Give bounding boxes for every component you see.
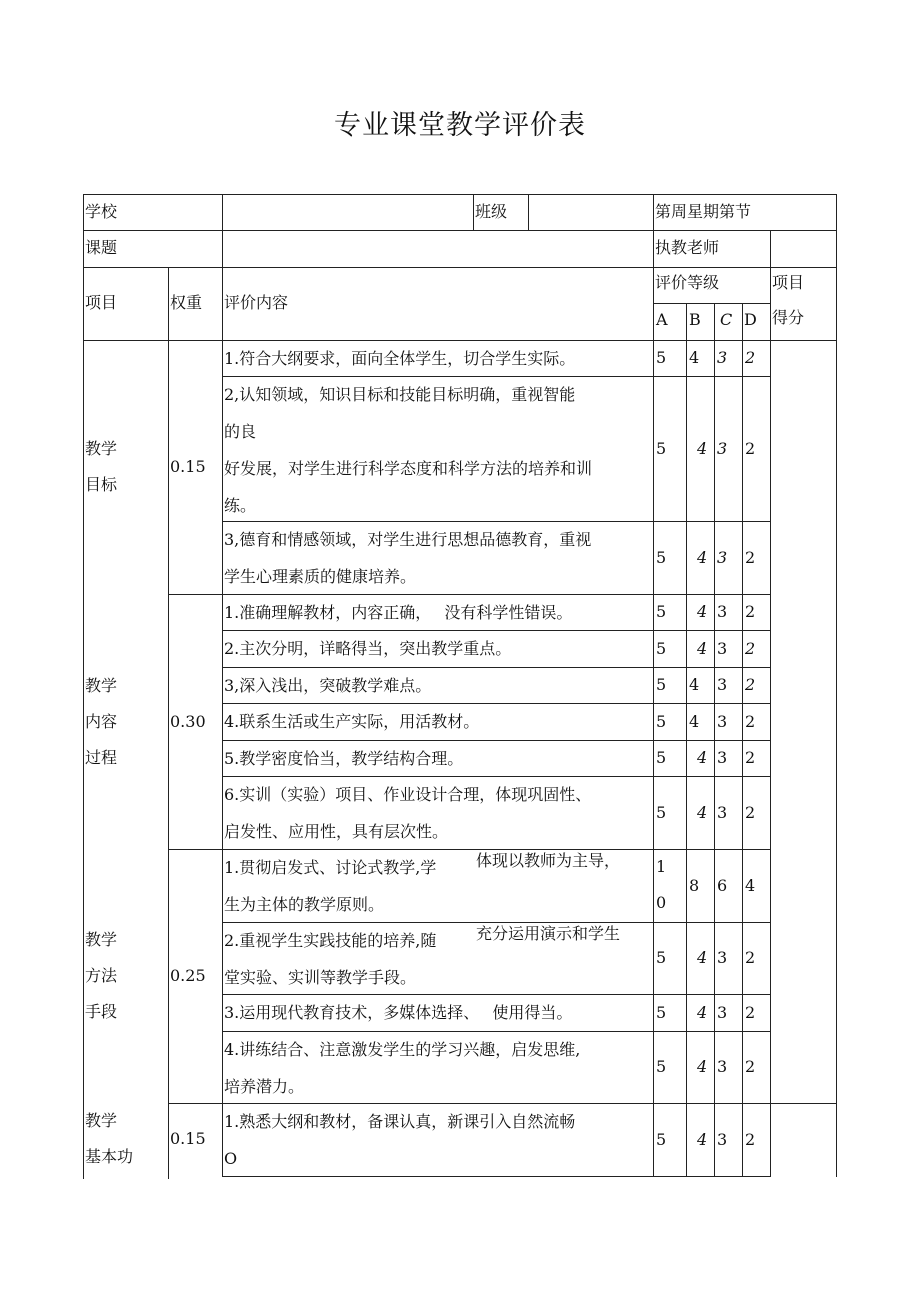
criterion-line: 3,深入浅出，突破教学难点。	[224, 676, 432, 695]
criterion-line: 培养潜力。	[224, 1077, 305, 1096]
criterion-line: 2,认知领域，知识目标和技能目标明确，重视智能	[224, 385, 576, 404]
criterion-raised-text: 体现以教师为主导，	[476, 851, 621, 870]
grade-d-value: 2	[745, 802, 756, 822]
grade-b-value: 4	[697, 748, 708, 767]
criterion-line: 1.准确理解教材，内容正确， 没有科学性错误。	[224, 603, 573, 622]
criterion-line: 2.主次分明，详略得当，突出教学重点。	[224, 639, 512, 658]
section-name: 手段	[85, 1002, 118, 1021]
rule-line	[222, 340, 223, 1177]
grade-b-value: 8	[689, 875, 700, 895]
rule-line	[653, 340, 654, 1177]
rule-line	[714, 340, 715, 1177]
section-name: 目标	[85, 475, 118, 494]
grade-b-value: 4	[697, 1129, 708, 1149]
rule-line	[83, 267, 837, 268]
section-name: 教学	[85, 1111, 118, 1130]
grade-c-value: 6	[717, 875, 728, 895]
grade-b-value: 4	[697, 1057, 708, 1076]
score-label: 得分	[772, 308, 805, 327]
section-name: 方法	[85, 966, 118, 985]
grade-d-value: 2	[745, 602, 756, 621]
grade-b-value: 4	[697, 1002, 708, 1022]
rule-line	[83, 340, 84, 1179]
grade-a-value: 5	[656, 748, 667, 767]
grade-d-value: 2	[745, 1002, 756, 1022]
grade-a-value: 5	[656, 438, 667, 458]
section-weight: 0.25	[170, 966, 206, 985]
grade-d-value: 2	[745, 1129, 756, 1149]
criterion-text	[224, 594, 651, 631]
criterion-line: 启发性、应用性，具有层次性。	[224, 822, 449, 841]
rule-line	[222, 194, 223, 268]
grade-d-value: 2	[745, 1057, 756, 1076]
grade-b-value: 4	[689, 675, 700, 694]
rule-line	[714, 303, 715, 341]
criterion-line: 3,德育和情感领域，对学生进行思想品德教育，重视	[224, 530, 592, 549]
grade-label: 评价等级	[655, 273, 720, 292]
criterion-text	[224, 1103, 651, 1177]
grade-d-value: 2	[745, 638, 756, 658]
section-weight: 0.15	[170, 457, 206, 476]
grade-a-value: 0	[656, 893, 667, 912]
rule-line	[742, 303, 743, 341]
rule-line	[222, 703, 771, 704]
grade-b-value: 4	[697, 802, 708, 822]
criterion-line: 2.重视学生实践技能的培养,随	[224, 931, 437, 950]
rule-line	[770, 230, 771, 341]
grade-a-value: 5	[656, 675, 667, 694]
grade-d-value: 2	[745, 547, 756, 567]
criterion-line: 5.教学密度恰当，教学结构合理。	[224, 749, 464, 768]
weight-label: 权重	[170, 293, 203, 312]
criterion-line: 6.实训（实验）项目、作业设计合理，体现巩固性、	[224, 785, 592, 804]
class-label: 班级	[475, 202, 508, 221]
rule-line	[168, 1103, 771, 1104]
grade-a-value: 5	[656, 802, 667, 822]
grade-b-label: B	[689, 310, 701, 329]
rule-line	[222, 1031, 771, 1032]
teacher-label: 执教老师	[655, 238, 720, 257]
grade-c-value: 3	[717, 675, 728, 694]
section-name: 基本功	[85, 1147, 134, 1166]
section-name: 教学	[85, 439, 118, 458]
rule-line	[836, 340, 837, 1177]
criterion-text	[224, 703, 651, 740]
grade-c-value: 3	[717, 802, 728, 822]
score-label: 项目	[772, 273, 805, 292]
grade-d-value: 2	[745, 675, 756, 694]
rule-line	[222, 267, 223, 341]
school-label: 学校	[85, 202, 118, 221]
criterion-text	[224, 740, 651, 777]
grade-a-value: 5	[656, 1129, 667, 1149]
grade-a-label: A	[656, 310, 668, 329]
criterion-text	[224, 630, 651, 667]
grade-c-value: 3	[717, 1129, 728, 1149]
rule-line	[222, 630, 771, 631]
schedule-label: 第周星期第节	[655, 202, 752, 221]
grade-a-value: 5	[656, 1002, 667, 1022]
rule-line	[222, 776, 771, 777]
grade-b-value: 4	[697, 438, 708, 458]
criterion-line: 生为主体的教学原则。	[224, 895, 385, 914]
grade-b-value: 4	[697, 948, 708, 967]
section-name: 教学	[85, 675, 118, 695]
criterion-line: 练。	[224, 496, 257, 515]
section-name: 内容	[85, 711, 118, 731]
grade-c-value: 3	[717, 638, 728, 658]
grade-d-value: 2	[745, 711, 756, 731]
rule-line	[168, 267, 169, 341]
grade-a-value: 5	[656, 547, 667, 567]
rule-line	[770, 1103, 837, 1104]
rule-line	[686, 303, 687, 341]
grade-c-label: C	[720, 310, 733, 329]
section-name: 教学	[85, 930, 118, 949]
section-name: 过程	[85, 747, 118, 767]
grade-b-value: 4	[697, 638, 708, 658]
rule-line	[836, 194, 837, 341]
criterion-text	[224, 521, 651, 595]
grade-d-value: 4	[745, 875, 756, 895]
section-weight: 0.15	[170, 1129, 206, 1148]
rule-line	[168, 340, 169, 1179]
grade-c-value: 3	[717, 348, 728, 367]
grade-a-value: 5	[656, 711, 667, 731]
rule-line	[742, 340, 743, 1177]
grade-d-value: 2	[745, 748, 756, 767]
grade-d-label: D	[744, 310, 757, 329]
grade-b-value: 4	[697, 602, 708, 621]
criterion-line: 的良	[224, 422, 257, 441]
criterion-text	[224, 376, 651, 524]
topic-label: 课题	[85, 238, 118, 257]
criterion-line: 学生心理素质的健康培养。	[224, 567, 417, 586]
rule-line	[83, 230, 837, 231]
grade-d-value: 2	[745, 348, 756, 367]
grade-c-value: 3	[717, 948, 728, 967]
criterion-line: 1.熟悉大纲和教材，备课认真，新课引入自然流畅	[224, 1112, 576, 1131]
grade-a-value: 5	[656, 602, 667, 621]
criterion-line: 4.讲练结合、注意激发学生的学习兴趣，启发思维,	[224, 1040, 581, 1059]
criterion-line: 1.贯彻启发式、讨论式教学,学	[224, 858, 437, 877]
rule-line	[686, 340, 687, 1177]
rule-line	[222, 667, 771, 668]
criterion-line: 好发展，对学生进行科学态度和科学方法的培养和训	[224, 459, 593, 478]
rule-line	[222, 994, 771, 995]
criterion-text	[224, 994, 651, 1031]
grade-b-value: 4	[697, 547, 708, 567]
rule-line	[222, 922, 771, 923]
criterion-text	[224, 340, 651, 377]
page-title: 专业课堂教学评价表	[334, 110, 586, 141]
rule-line	[168, 594, 771, 595]
grade-b-value: 4	[689, 348, 700, 367]
criterion-text	[224, 667, 651, 704]
rule-line	[83, 194, 84, 341]
grade-c-value: 3	[717, 1002, 728, 1022]
item-label: 项目	[85, 293, 118, 312]
grade-a-value: 5	[656, 948, 667, 967]
grade-c-value: 3	[717, 602, 728, 621]
criterion-text	[224, 776, 651, 850]
rule-line	[222, 521, 771, 522]
grade-c-value: 3	[717, 1057, 728, 1076]
rule-line	[473, 194, 474, 231]
grade-c-value: 3	[717, 711, 728, 731]
rule-line	[770, 340, 771, 1177]
grade-a-value: 5	[656, 348, 667, 367]
grade-c-value: 3	[717, 438, 728, 458]
section-weight: 0.30	[170, 711, 206, 731]
criterion-line: 1.符合大纲要求，面向全体学生，切合学生实际。	[224, 349, 576, 368]
grade-d-value: 2	[745, 948, 756, 967]
criterion-line: O	[224, 1149, 238, 1168]
grade-a-value: 5	[656, 1057, 667, 1076]
grade-c-value: 3	[717, 748, 728, 767]
criterion-line: 堂实验、实训等教学手段。	[224, 968, 417, 987]
criterion-text	[224, 1031, 651, 1105]
rule-line	[168, 849, 771, 850]
content-label: 评价内容	[224, 293, 289, 312]
rule-line	[222, 376, 771, 377]
rule-line	[528, 194, 529, 231]
grade-a-value: 1	[656, 857, 667, 876]
rule-line	[222, 740, 771, 741]
grade-d-value: 2	[745, 438, 756, 458]
grade-c-value: 3	[717, 547, 728, 567]
criterion-line: 4.联系生活或生产实际，用活教材。	[224, 712, 480, 731]
criterion-raised-text: 充分运用演示和学生	[476, 924, 621, 943]
grade-b-value: 4	[689, 711, 700, 731]
criterion-line: 3.运用现代教育技术，多媒体选择、 使用得当。	[224, 1003, 573, 1022]
rule-line	[222, 1176, 771, 1177]
grade-a-value: 5	[656, 638, 667, 658]
rule-line	[653, 194, 654, 341]
